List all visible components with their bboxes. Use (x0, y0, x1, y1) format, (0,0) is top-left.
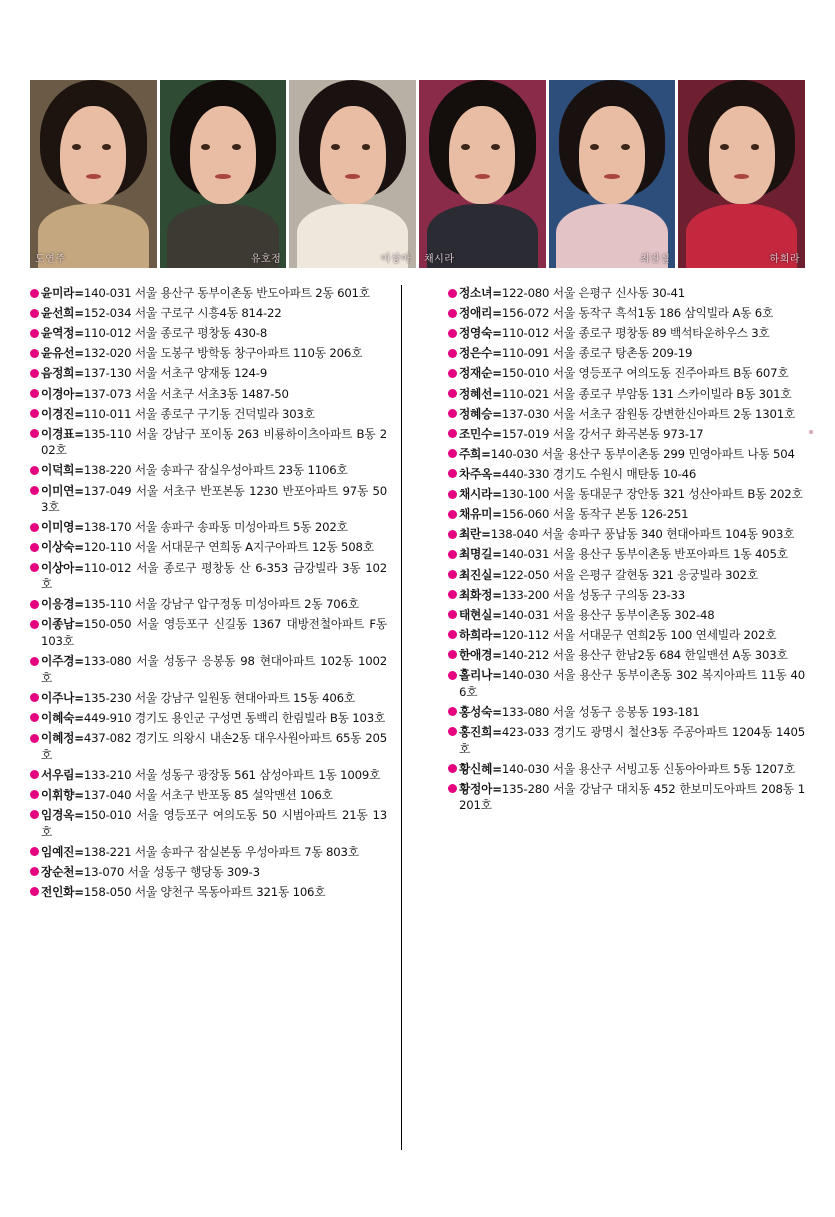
bullet-icon (30, 563, 39, 572)
photo-caption: 도연주 (35, 254, 66, 265)
directory-entry (30, 710, 387, 727)
directory-entry-text: 하희라=120-112 서울 서대문구 연희2동 100 연세빌라 202호 (458, 627, 777, 642)
directory-entry-text: 임경옥=150-010 서울 영등포구 여의도동 50 시범아파트 21동 13호 (41, 807, 388, 839)
photo-eye-left (72, 144, 81, 150)
photo-eye-right (751, 144, 760, 150)
photo-face (449, 106, 515, 204)
directory-column-left (30, 285, 387, 1160)
directory-entry-text: 차주옥=440-330 경기도 수원시 매탄동 10-46 (458, 466, 697, 481)
directory-entry (448, 704, 805, 721)
celebrity-photo (678, 80, 805, 268)
bullet-icon (448, 650, 457, 659)
directory-entry-text: 홍진희=423-033 경기도 광명시 철산3동 주공아파트 1204동 1405호 (458, 724, 805, 756)
directory-entry-text: 이휘향=137-040 서울 서초구 반포동 85 설악맨션 106호 (41, 787, 333, 802)
directory-entry (30, 406, 387, 423)
directory-entry-text: 장순천=13-070 서울 성동구 행당동 309-3 (41, 864, 260, 879)
directory-column-right (448, 285, 805, 1160)
photo-face (60, 106, 126, 204)
bullet-icon (30, 349, 39, 358)
directory-entry-text: 이혜숙=449-910 경기도 용인군 구성면 동백리 한림빌라 B동 103호 (41, 710, 386, 725)
directory-entry-text: 홀리나=140-030 서울 용산구 동부이촌동 302 복지아파트 11동 406호 (458, 668, 805, 699)
directory-entry (448, 325, 805, 342)
directory-entry (448, 426, 805, 443)
directory-entry-text: 전인화=158-050 서울 양천구 목동아파트 321동 106호 (41, 884, 326, 899)
celebrity-photo (419, 80, 546, 268)
bullet-icon (30, 543, 39, 552)
bullet-icon (30, 867, 39, 876)
bullet-icon (448, 389, 457, 398)
photo-eye-left (461, 144, 470, 150)
directory-entry-text: 정혜승=137-030 서울 서초구 잠원동 강변한신아파트 2동 1301호 (458, 406, 796, 421)
directory-entry-text: 임예진=138-221 서울 송파구 잠실본동 우성아파트 7동 803호 (41, 844, 359, 859)
directory-entry-text: 한애경=140-212 서울 용산구 한남2동 684 한일맨션 A동 303호 (458, 647, 788, 662)
directory-entry (448, 305, 805, 322)
bullet-icon (30, 887, 39, 896)
photo-caption: 이상아 (380, 254, 412, 265)
directory-entry-text: 황정아=135-280 서울 강남구 대치동 452 한보미도아파트 208동 1201호 (458, 781, 805, 813)
directory-entry (448, 345, 805, 362)
directory-entry (30, 519, 387, 536)
directory-entry-text: 이미연=137-049 서울 서초구 반포본동 1230 반포아파트 97동 503호 (41, 483, 388, 515)
directory-entry (448, 627, 805, 644)
bullet-icon (30, 657, 39, 666)
bullet-icon (448, 530, 457, 539)
directory-entry-text: 이상아=110-012 서울 종로구 평창동 산 6-353 금강빌라 3동 102호 (41, 560, 388, 592)
directory-entry-text: 정은수=110-091 서울 종로구 탕촌동 209-19 (458, 346, 693, 361)
photo-caption: 하희라 (769, 254, 801, 265)
bullet-icon (448, 490, 457, 499)
directory-entry-text: 황신혜=140-030 서울 용산구 서빙고동 신동아아파트 5동 1207호 (458, 761, 796, 776)
celebrity-photo (289, 80, 416, 268)
photo-eye-right (491, 144, 500, 150)
bullet-icon (30, 713, 39, 722)
directory-entry (448, 587, 805, 604)
photo-eye-left (720, 144, 729, 150)
directory-entry (448, 386, 805, 403)
directory-entry-text: 윤유선=132-020 서울 도봉구 방학동 창구아파트 110동 206호 (41, 346, 363, 361)
directory-entry (448, 365, 805, 382)
directory-entry (30, 807, 387, 840)
directory-entry (30, 539, 387, 556)
directory-entry (30, 325, 387, 342)
photo-mouth (604, 174, 619, 179)
directory-entry-text: 이응경=135-110 서울 강남구 압구정동 미성아파트 2동 706호 (41, 597, 359, 612)
directory-entry (30, 386, 387, 403)
directory-entry (448, 761, 805, 778)
directory-entry (448, 781, 805, 814)
bullet-icon (30, 734, 39, 743)
bullet-icon (30, 309, 39, 318)
bullet-icon (448, 429, 457, 438)
bullet-icon (30, 329, 39, 338)
directory-entry-text: 윤선희=152-034 서울 구로구 시흥4동 814-22 (41, 306, 282, 321)
directory-entry (448, 526, 805, 543)
bullet-icon (30, 523, 39, 532)
directory-entry-text: 이경진=110-011 서울 종로구 구기동 건덕빌라 303호 (41, 406, 315, 421)
directory-entry-text: 최진실=122-050 서울 은평구 갈현동 321 응궁빌라 302호 (458, 567, 758, 582)
directory-entry (30, 365, 387, 382)
directory-entry-text: 이혜정=437-082 경기도 의왕시 내손2동 대우사원아파트 65동 205호 (41, 731, 388, 762)
bullet-icon (30, 810, 39, 819)
celebrity-photo (549, 80, 676, 268)
directory-entry-text: 채유미=156-060 서울 동작구 본동 126-251 (458, 507, 689, 522)
directory-entry-text: 정영숙=110-012 서울 종로구 평창동 89 백석타운하우스 3호 (458, 326, 770, 341)
directory-entry (30, 884, 387, 901)
bullet-icon (30, 770, 39, 779)
directory-entry-text: 정재순=150-010 서울 영등포구 여의도동 진주아파트 B동 607호 (458, 366, 789, 381)
bullet-icon (30, 389, 39, 398)
directory-entry-text: 최명길=140-031 서울 용산구 동부이촌동 반포아파트 1동 405호 (458, 547, 788, 562)
photo-eye-left (331, 144, 340, 150)
photo-mouth (215, 174, 230, 179)
directory-entry-text: 이미영=138-170 서울 송파구 송파동 미성아파트 5동 202호 (41, 520, 348, 535)
photo-face (579, 106, 645, 204)
photo-eye-right (621, 144, 630, 150)
directory-entry-text: 홍성숙=133-080 서울 성동구 응봉동 193-181 (458, 704, 700, 719)
directory-entry-text: 정혜선=110-021 서울 종로구 부암동 131 스카이빌라 B동 301호 (458, 386, 792, 401)
bullet-icon (30, 466, 39, 475)
bullet-icon (448, 630, 457, 639)
photo-face (709, 106, 775, 204)
directory-entry (448, 506, 805, 523)
directory-entry-text: 이경표=135-110 서울 강남구 포이동 263 비룡하이츠아파트 B동 202호 (41, 426, 388, 458)
directory-entry (30, 560, 387, 593)
directory-entry (30, 653, 387, 686)
bullet-icon (30, 429, 39, 438)
photo-mouth (475, 174, 490, 179)
celebrity-photo (160, 80, 287, 268)
directory-entry-text: 태현실=140-031 서울 용산구 동부이촌동 302-48 (458, 607, 715, 622)
directory-entry (448, 446, 805, 463)
directory-entry (30, 690, 387, 707)
directory-entry-text: 이주나=135-230 서울 강남구 일원동 현대아파트 15동 406호 (41, 690, 355, 705)
photo-caption: 채시라 (424, 254, 455, 265)
directory-entry (448, 724, 805, 757)
directory-entry-text: 최화정=133-200 서울 성동구 구의동 23-33 (458, 587, 686, 602)
directory-entry (30, 285, 387, 302)
bullet-icon (448, 409, 457, 418)
bullet-icon (448, 469, 457, 478)
bullet-icon (30, 790, 39, 799)
directory-entry (448, 546, 805, 563)
photo-mouth (734, 174, 749, 179)
directory-entry (448, 285, 805, 302)
directory-entry (448, 466, 805, 483)
directory-entry (448, 667, 805, 700)
photo-face (190, 106, 256, 204)
directory-entry-text: 이상숙=120-110 서울 서대문구 연희동 A지구아파트 12동 508호 (41, 540, 374, 555)
directory-entry (448, 406, 805, 423)
bullet-icon (448, 784, 457, 793)
directory-entry-text: 채시라=130-100 서울 동대문구 장안동 321 성산아파트 B동 202호 (458, 487, 803, 502)
directory-entry-text: 이주경=133-080 서울 성동구 응봉동 98 현대아파트 102동 1002호 (41, 654, 388, 685)
directory-entry (30, 345, 387, 362)
directory-entry (30, 787, 387, 804)
bullet-icon (448, 707, 457, 716)
bullet-icon (30, 289, 39, 298)
directory-entry-text: 서우림=133-210 서울 성동구 광장동 561 삼성아파트 1동 1009호 (41, 767, 381, 782)
directory-entry-text: 이종남=150-050 서울 영등포구 신길동 1367 대방전철아파트 F동 103호 (41, 617, 388, 648)
bullet-icon (30, 369, 39, 378)
directory-entry-text: 음정희=137-130 서울 서초구 양재동 124-9 (41, 366, 268, 381)
directory-entry (30, 596, 387, 613)
bullet-icon (448, 510, 457, 519)
column-divider (401, 285, 402, 1150)
directory-entry (30, 462, 387, 479)
directory-entry (30, 616, 387, 649)
bullet-icon (30, 600, 39, 609)
bullet-icon (448, 309, 457, 318)
bullet-icon (448, 329, 457, 338)
directory-entry-text: 정애리=156-072 서울 동작구 흑석1동 186 삼익빌라 A동 6호 (458, 306, 774, 321)
bullet-icon (448, 570, 457, 579)
bullet-icon (448, 764, 457, 773)
bullet-icon (448, 369, 457, 378)
directory-columns (30, 285, 805, 1160)
directory-entry (30, 767, 387, 784)
directory-entry (30, 844, 387, 861)
photo-face (320, 106, 386, 204)
directory-entry (448, 567, 805, 584)
bullet-icon (448, 289, 457, 298)
directory-entry (30, 426, 387, 459)
bullet-icon (448, 727, 457, 736)
page-speck (809, 430, 813, 434)
bullet-icon (448, 449, 457, 458)
bullet-icon (448, 610, 457, 619)
bullet-icon (448, 590, 457, 599)
celebrity-photo (30, 80, 157, 268)
directory-entry-text: 조민수=157-019 서울 강서구 화곡본동 973-17 (458, 426, 704, 441)
photo-mouth (345, 174, 360, 179)
directory-entry-text: 윤미라=140-031 서울 용산구 동부이촌동 반도아파트 2동 601호 (41, 286, 370, 300)
bullet-icon (30, 409, 39, 418)
bullet-icon (448, 671, 457, 680)
photo-caption: 유호정 (250, 254, 282, 265)
photo-caption: 최진실 (639, 254, 671, 265)
photo-mouth (86, 174, 101, 179)
bullet-icon (448, 349, 457, 358)
directory-entry-text: 최란=138-040 서울 송파구 풍납동 340 현대아파트 104동 903호 (458, 527, 795, 542)
directory-entry (448, 607, 805, 624)
photo-strip (30, 80, 805, 268)
bullet-icon (30, 486, 39, 495)
page-right-margin (817, 0, 835, 1217)
directory-entry-text: 이경아=137-073 서울 서초구 서초3동 1487-50 (41, 386, 289, 401)
photo-eye-right (232, 144, 241, 150)
photo-eye-right (102, 144, 111, 150)
directory-entry (30, 864, 387, 881)
directory-entry-text: 주희=140-030 서울 용산구 동부이촌동 299 민영아파트 나동 504 (458, 446, 795, 461)
bullet-icon (30, 847, 39, 856)
directory-entry-text: 정소녀=122-080 서울 은평구 신사동 30-41 (458, 286, 686, 300)
bullet-icon (30, 620, 39, 629)
directory-entry (30, 730, 387, 763)
photo-eye-right (362, 144, 371, 150)
directory-entry-text: 윤역정=110-012 서울 종로구 평창동 430-8 (41, 326, 268, 341)
directory-entry (448, 647, 805, 664)
bullet-icon (30, 693, 39, 702)
directory-entry (448, 486, 805, 503)
directory-entry-text: 이덕희=138-220 서울 송파구 잠실우성아파트 23동 1106호 (41, 463, 348, 478)
bullet-icon (448, 550, 457, 559)
directory-entry (30, 483, 387, 516)
directory-entry (30, 305, 387, 322)
